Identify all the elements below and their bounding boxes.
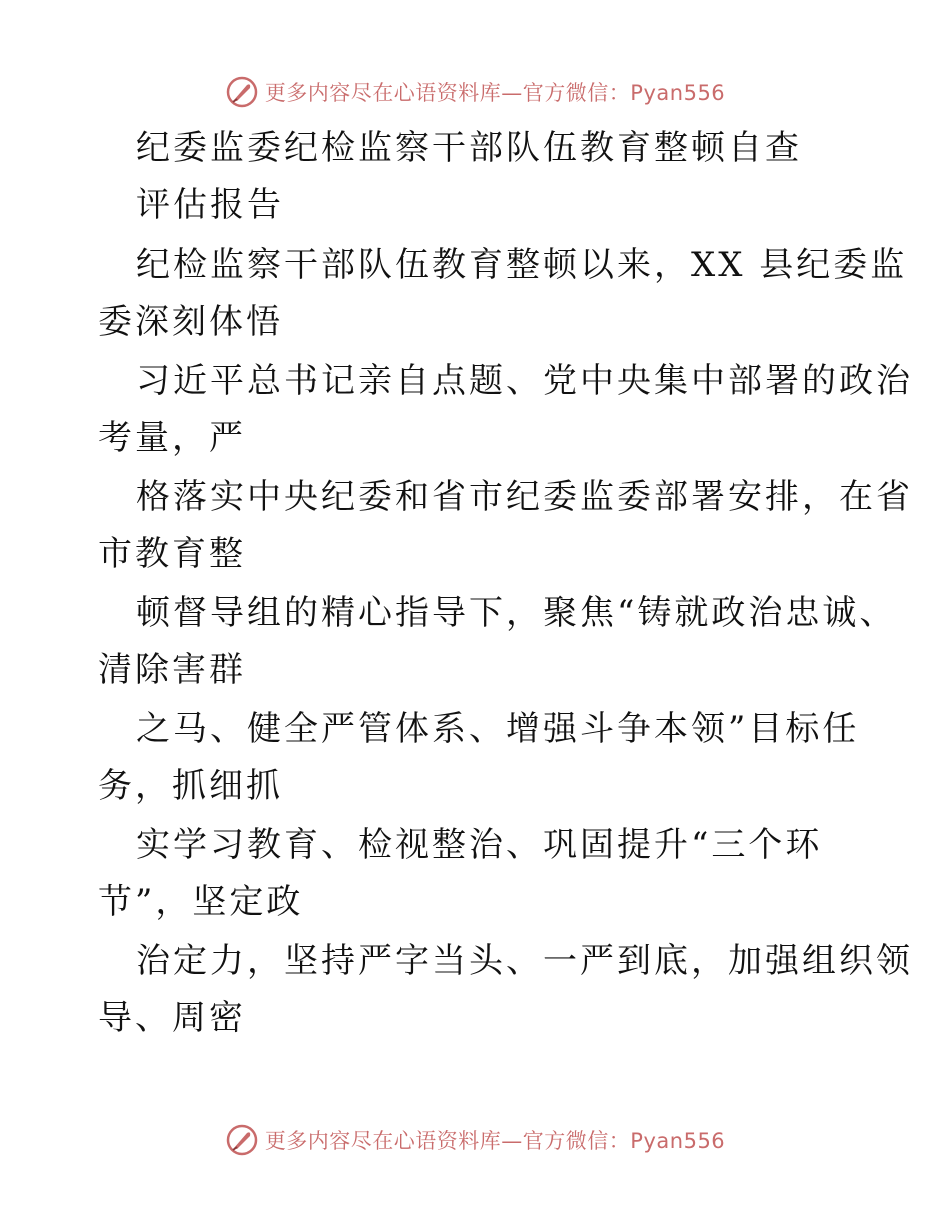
paragraph-line: 之马、健全严管体系、增强斗争本领”目标任 [136,709,860,749]
paragraph-line: 格落实中央纪委和省市纪委监委部署安排，在省 [136,477,913,517]
document-title-line-2: 评估报告 [136,185,284,225]
paragraph-line: 委深刻体悟 [98,302,283,342]
watermark-text: 更多内容尽在心语资料库—官方微信：Pyan556 [264,1129,726,1153]
paragraph-line: 务，抓细抓 [98,766,283,806]
paragraph-line: 治定力，坚持严字当头、一严到底，加强组织领 [136,941,913,981]
watermark-text: 更多内容尽在心语资料库—官方微信：Pyan556 [264,81,726,105]
document-title-line-1: 纪委监委纪检监察干部队伍教育整顿自查 [136,128,802,168]
footer-watermark [0,1120,950,1160]
paragraph-line: 清除害群 [98,650,246,690]
paragraph-line: 市教育整 [98,534,246,574]
paragraph-line: 节”，坚定政 [98,882,304,922]
feather-pen-logo-icon [225,1123,259,1157]
paragraph-line: 实学习教育、检视整治、巩固提升“三个环 [136,825,823,865]
paragraph-line: 顿督导组的精心指导下，聚焦“铸就政治忠诚、 [136,593,897,633]
paragraph-line: 习近平总书记亲自点题、党中央集中部署的政治 [136,361,913,401]
paragraph-line: 导、周密 [98,998,246,1038]
paragraph-line: 纪检监察干部队伍教育整顿以来，XX 县纪委监 [136,245,908,285]
paragraph-line: 考量，严 [98,418,246,458]
